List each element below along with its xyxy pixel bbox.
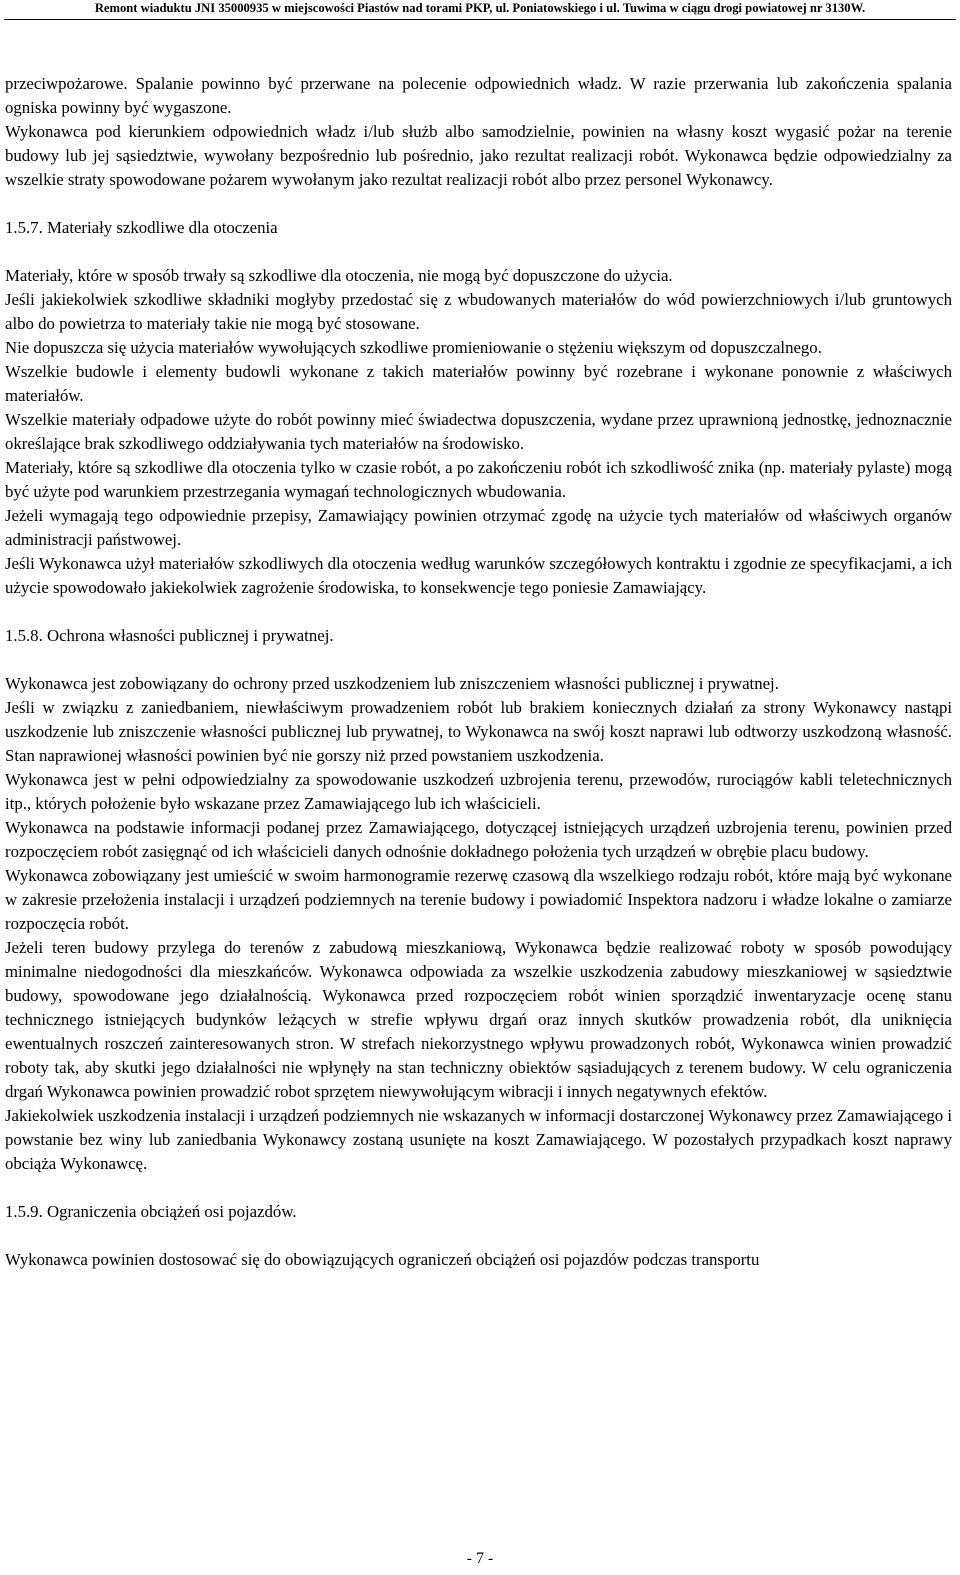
spacer [5, 648, 952, 672]
paragraph: Wykonawca jest w pełni odpowiedzialny za spowodowanie uszkodzeń uzbrojenia terenu, przewodów, rurociągów kabli teletechnicznych itp., których położenie było wskazane przez Zamawiającego lub ich właścicieli. [5, 770, 952, 813]
paragraph: Jakiekolwiek uszkodzenia instalacji i urządzeń podziemnych nie wskazanych w informacji dostarczonej Wykonawcy przez Zamawiającego i powstanie bez winy lub zaniedbania Wykonawcy zostaną usunięte na koszt Zamawiającego. W pozostałych przypadkach koszt naprawy obciąża Wykonawcę. [5, 1106, 952, 1173]
paragraph: Materiały, które w sposób trwały są szkodliwe dla otoczenia, nie mogą być dopuszczone do użycia. [5, 266, 673, 285]
paragraph: Wykonawca jest zobowiązany do ochrony przed uszkodzeniem lub zniszczeniem własności publicznej i prywatnej. [5, 674, 779, 693]
paragraph: Nie dopuszcza się użycia materiałów wywołujących szkodliwe promieniowanie o stężeniu większym od dopuszczalnego. [5, 338, 822, 357]
section-heading-1-5-9: 1.5.9. Ograniczenia obciążeń osi pojazdów. [5, 1202, 297, 1221]
paragraph: Wykonawca zobowiązany jest umieścić w swoim harmonogramie rezerwę czasową dla wszelkiego rodzaju robót, które mają być wykonane w zakresie przełożenia instalacji i urządzeń podziemnych na terenie budowy i powiadomić Inspektora nadzoru i władze lokalne o zamiarze rozpoczęcia robót. [5, 866, 952, 933]
paragraph: Wykonawca powinien dostosować się do obowiązujących ograniczeń obciążeń osi pojazdów podczas transportu [5, 1250, 760, 1269]
header-rule [4, 19, 956, 20]
paragraph: Jeśli w związku z zaniedbaniem, niewłaściwym prowadzeniem robót lub brakiem koniecznych działań za strony Wykonawcy nastąpi uszkodzenie lub zniszczenie własności publicznej lub prywatnej, to Wykonawca na swój koszt naprawi lub odtworzy uszkodzoną własność. Stan naprawionej własności powinien być nie gorszy niż przed powstaniem uszkodzenia. [5, 698, 952, 765]
paragraph: Wszelkie materiały odpadowe użyte do robót powinny mieć świadectwa dopuszczenia, wydane przez uprawnioną jednostkę, jednoznacznie określające brak szkodliwego oddziaływania tych materiałów na środowisko. [5, 410, 952, 453]
paragraph: Materiały, które są szkodliwe dla otoczenia tylko w czasie robót, a po zakończeniu robót ich szkodliwość znika (np. materiały pylaste) mogą być użyte pod warunkiem przestrzegania wymagań technologicznych wbudowania. [5, 458, 952, 501]
section-heading-1-5-7: 1.5.7. Materiały szkodliwe dla otoczenia [5, 218, 278, 237]
spacer [5, 1224, 952, 1248]
paragraph: Jeśli Wykonawca użył materiałów szkodliwych dla otoczenia według warunków szczegółowych kontraktu i zgodnie ze specyfikacjami, a ich użycie spowodowało jakiekolwiek zagrożenie środowiska, to konsekwencje tego poniesie Zamawiający. [5, 554, 952, 597]
paragraph: Jeśli jakiekolwiek szkodliwe składniki mogłyby przedostać się z wbudowanych materiałów do wód powierzchniowych i/lub gruntowych albo do powietrza to materiały takie nie mogą być stosowane. [5, 290, 952, 333]
paragraph: Jeżeli teren budowy przylega do terenów z zabudową mieszkaniową, Wykonawca będzie realizować roboty w sposób powodujący minimalne niedogodności dla mieszkańców. Wykonawca odpowiada za wszelkie uszkodzenia zabudowy mieszkaniowej w sąsiedztwie budowy, spowodowane jego działalnością. Wykonawca przed rozpoczęciem robót winien sporządzić inwentaryzacje ocenę stanu technicznego istniejących budynków leżących w strefie wpływu drgań oraz innych skutków prowadzenia robót, dla uniknięcia ewentualnych roszczeń zainteresowanych stron. W strefach niekorzystnego wpływu prowadzonych robót, Wykonawca winien prowadzić roboty tak, aby skutki jego działalności nie wpłynęły na stan techniczny obiektów sąsiadujących z terenem budowy. W celu ograniczenia drgań Wykonawca powinien prowadzić robot sprzętem niewywołującym wibracji i innych negatywnych efektów. [5, 938, 952, 1101]
spacer [5, 192, 952, 216]
spacer [5, 240, 952, 264]
section-heading-1-5-8: 1.5.8. Ochrona własności publicznej i prywatnej. [5, 626, 334, 645]
paragraph: Wykonawca pod kierunkiem odpowiednich władz i/lub służb albo samodzielnie, powinien na własny koszt wygasić pożar na terenie budowy lub jej sąsiedztwie, wywołany bezpośrednio lub pośrednio, jako rezultat realizacji robót. Wykonawca będzie odpowiedzialny za wszelkie straty spowodowane pożarem wywołanym jako rezultat realizacji robót albo przez personel Wykonawcy. [5, 122, 952, 189]
header-title: Remont wiaduktu JNI 35000935 w miejscowości Piastów nad torami PKP, ul. Poniatowskiego i ul. Tuwima w ciągu drogi powiatowej nr 3130W. [94, 1, 866, 15]
page-header [0, 0, 960, 22]
paragraph: Wszelkie budowle i elementy budowli wykonane z takich materiałów powinny być rozebrane i wykonane ponownie z właściwych materiałów. [5, 362, 952, 405]
paragraph: Wykonawca na podstawie informacji podanej przez Zamawiającego, dotyczącej istniejących urządzeń uzbrojenia terenu, powinien przed rozpoczęciem robót zasięgnąć od ich właścicieli danych odnośnie dokładnego położenia tych urządzeń w obrębie placu budowy. [5, 818, 952, 861]
spacer [5, 1176, 952, 1200]
spacer [5, 600, 952, 624]
document-body [5, 72, 952, 1272]
page-number: - 7 - [466, 1550, 494, 1567]
paragraph: przeciwpożarowe. Spalanie powinno być przerwane na polecenie odpowiednich władz. W razie przerwania lub zakończenia spalania ogniska powinny być wygaszone. [5, 74, 952, 117]
paragraph: Jeżeli wymagają tego odpowiednie przepisy, Zamawiający powinien otrzymać zgodę na użycie tych materiałów od właściwych organów administracji państwowej. [5, 506, 952, 549]
